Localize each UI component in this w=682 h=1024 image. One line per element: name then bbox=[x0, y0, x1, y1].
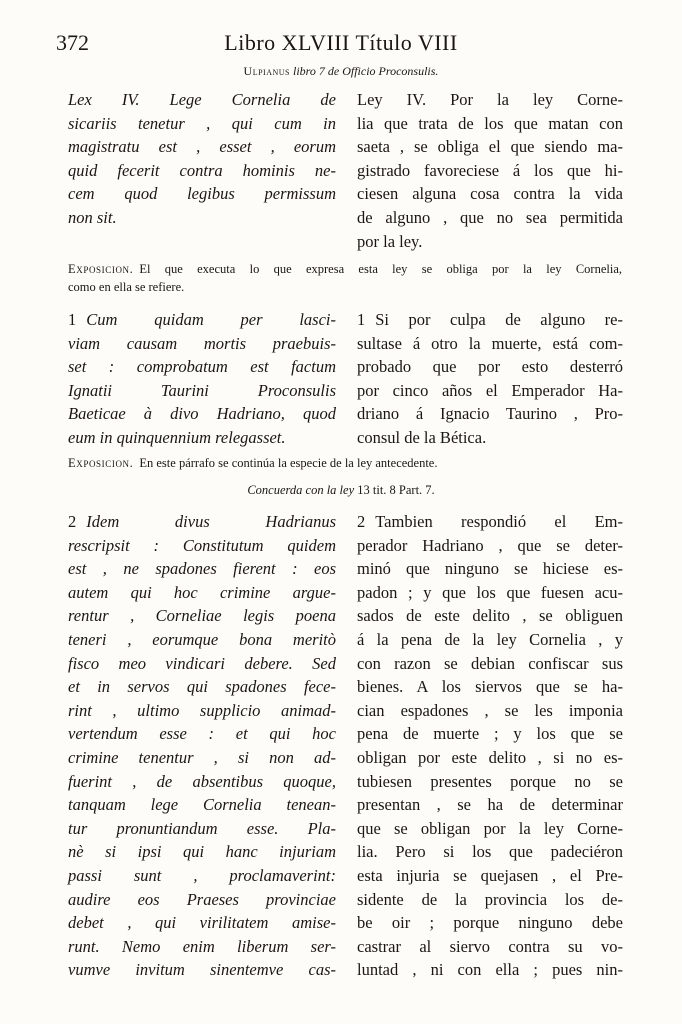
spanish-line: por la ley. bbox=[357, 231, 423, 251]
latin-line: runt. Nemo enim liberum ser- bbox=[68, 936, 336, 956]
spanish-line: Ley IV. Por la ley Corne- bbox=[357, 90, 623, 109]
latin-line: teneri , eorumque bona meritò bbox=[68, 629, 336, 649]
latin-line: cem quod legibus permissum bbox=[68, 184, 336, 204]
latin-line: et in servos qui spadones fece- bbox=[68, 677, 336, 697]
latin-line: autem qui hoc crimine argue- bbox=[68, 582, 336, 602]
exposicion-text: El que executa lo que expresa esta ley se obliga por la ley Cornelia, bbox=[139, 262, 622, 276]
spanish-line: presentan , se ha de determinar bbox=[357, 795, 623, 815]
spanish-line: por cinco años el Emperador Ha- bbox=[357, 380, 623, 400]
spanish-line: probado que por esto desterró bbox=[357, 357, 623, 377]
source-citation bbox=[0, 64, 682, 79]
spanish-line: con razon se debian confiscar sus bbox=[357, 653, 623, 673]
spanish-line: gistrado favoreciese á los que hi- bbox=[357, 160, 623, 180]
spanish-line: padon ; y que los que fuesen acu- bbox=[357, 582, 623, 602]
spanish-line: sidente de la provincia los de- bbox=[357, 889, 623, 909]
para1-latin bbox=[68, 308, 336, 450]
latin-line: crimine tenentur , si non ad- bbox=[68, 747, 336, 767]
latin-line: rint , ultimo supplicio animad- bbox=[68, 700, 336, 720]
spanish-line: lia que trata de los que matan con bbox=[357, 113, 623, 133]
latin-line: tanquam lege Cornelia tenean- bbox=[68, 795, 336, 815]
exposicion-label: Exposicion. bbox=[68, 456, 134, 470]
latin-line: viam causam mortis praebuis- bbox=[68, 333, 336, 353]
latin-line: Idem divus Hadrianus bbox=[86, 512, 336, 531]
spanish-line: lia. Pero si los que padeciéron bbox=[357, 842, 623, 862]
latin-line: magistratu est , esset , eorum bbox=[68, 137, 336, 157]
page-title: Libro XLVIII Título VIII bbox=[224, 30, 458, 55]
exposicion-text: como en ella se refiere. bbox=[68, 280, 185, 294]
spanish-line: tubiesen presentes porque no se bbox=[357, 771, 623, 791]
para2-latin bbox=[68, 510, 336, 982]
exposicion-text: En este párrafo se continúa la especie de la ley antecedente. bbox=[139, 456, 438, 470]
latin-line: Cum quidam per lasci- bbox=[86, 310, 336, 329]
spanish-line: sados de este delito , se obliguen bbox=[357, 606, 623, 626]
exposicion-label: Exposicion. bbox=[68, 262, 134, 276]
spanish-line: Tambien respondió el Em- bbox=[375, 512, 623, 531]
latin-line: fuerint , de absentibus quoque, bbox=[68, 771, 336, 791]
concordance-note bbox=[0, 483, 682, 498]
exposicion-1 bbox=[68, 260, 622, 296]
spanish-line: ciesen alguna cosa contra la vida bbox=[357, 184, 623, 204]
spanish-line: perador Hadriano , que se deter- bbox=[357, 535, 623, 555]
para2-spanish bbox=[357, 510, 623, 982]
latin-line: nè si ipsi qui hanc injuriam bbox=[68, 842, 336, 862]
latin-line: Ignatii Taurini Proconsulis bbox=[68, 380, 336, 400]
latin-line: audire eos Praeses provinciae bbox=[68, 889, 336, 909]
spanish-line: de alguno , que no sea permitida bbox=[357, 207, 623, 227]
spanish-line: castrar al siervo contra su vo- bbox=[357, 936, 623, 956]
spanish-line: á la pena de la ley Cornelia , y bbox=[357, 629, 623, 649]
latin-line: passi sunt , proclamaverint: bbox=[68, 865, 336, 885]
concordance-text: Concuerda con la ley bbox=[247, 483, 355, 497]
paragraph-number: 1 bbox=[68, 310, 77, 329]
latin-line: Lex IV. Lege Cornelia de bbox=[68, 90, 336, 109]
spanish-line: luntad , ni con ella ; pues nin- bbox=[357, 960, 623, 980]
latin-line: non sit. bbox=[68, 207, 117, 227]
concordance-ref: 13 tit. 8 Part. 7. bbox=[357, 483, 435, 497]
spanish-line: minó que ninguno se hiciese es- bbox=[357, 559, 623, 579]
latin-line: sicariis tenetur , qui cum in bbox=[68, 113, 336, 133]
latin-line: tur pronuntiandum esse. Pla- bbox=[68, 818, 336, 838]
latin-line: debet , qui virilitatem amise- bbox=[68, 913, 336, 933]
exposicion-2 bbox=[68, 454, 622, 472]
latin-line: vertendum esse : et qui hoc bbox=[68, 724, 336, 744]
page-number: 372 bbox=[56, 30, 89, 55]
latin-line: rentur , Corneliae legis poena bbox=[68, 606, 336, 626]
latin-line: rescripsit : Constitutum quidem bbox=[68, 535, 336, 555]
spanish-line: be oir ; porque ninguno debe bbox=[357, 913, 623, 933]
spanish-line: consul de la Bética. bbox=[357, 427, 487, 447]
latin-line: eum in quinquennium relegasset. bbox=[68, 427, 286, 447]
lex4-latin bbox=[68, 88, 336, 230]
spanish-line: esta injuria se quejasen , el Pre- bbox=[357, 865, 623, 885]
lex4-spanish bbox=[357, 88, 623, 253]
latin-line: vumve invitum sinentemve cas- bbox=[68, 960, 336, 980]
para1-spanish bbox=[357, 308, 623, 450]
source-author: Ulpianus bbox=[243, 64, 290, 78]
latin-line: fisco meo vindicari debere. Sed bbox=[68, 653, 336, 673]
spanish-line: Si por culpa de alguno re- bbox=[375, 310, 623, 329]
spanish-line: driano á Ignacio Taurino , Pro- bbox=[357, 404, 623, 424]
latin-line: quid fecerit contra hominis ne- bbox=[68, 160, 336, 180]
paragraph-number: 1 bbox=[357, 310, 366, 329]
latin-line: Baeticae à divo Hadriano, quod bbox=[68, 404, 336, 424]
spanish-line: pena de muerte ; y los que se bbox=[357, 724, 623, 744]
paragraph-number: 2 bbox=[68, 512, 77, 531]
spanish-line: bienes. A los siervos que se ha- bbox=[357, 677, 623, 697]
spanish-line: obligan por este delito , si no es- bbox=[357, 747, 623, 767]
latin-line: est , ne spadones fierent : eos bbox=[68, 559, 336, 579]
spanish-line: sultase á otro la muerte, está com- bbox=[357, 333, 623, 353]
spanish-line: cian espadones , se les imponia bbox=[357, 700, 623, 720]
spanish-line: saeta , se obliga el que siendo ma- bbox=[357, 137, 623, 157]
latin-line: set : comprobatum est factum bbox=[68, 357, 336, 377]
paragraph-number: 2 bbox=[357, 512, 366, 531]
spanish-line: que se obligan por la ley Corne- bbox=[357, 818, 623, 838]
source-work: libro 7 de Officio Proconsulis. bbox=[293, 64, 439, 78]
